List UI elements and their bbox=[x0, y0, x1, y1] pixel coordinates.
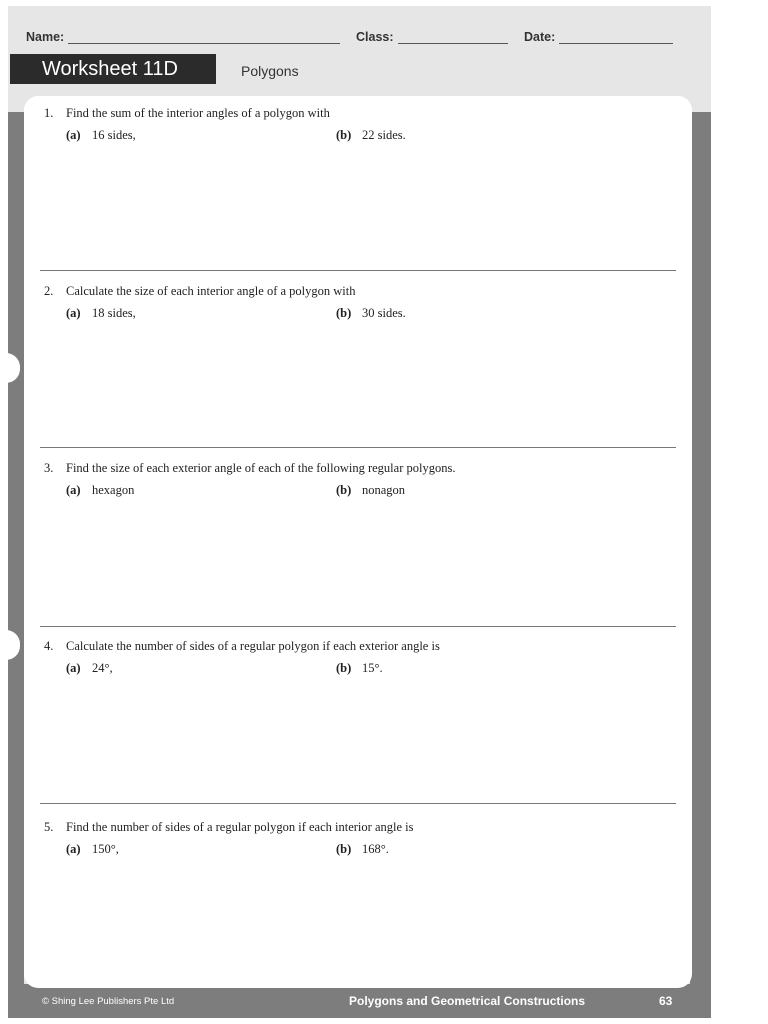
name-field[interactable] bbox=[26, 30, 340, 44]
part-label: (b) bbox=[336, 483, 352, 497]
part-b bbox=[336, 483, 405, 498]
part-label: (a) bbox=[66, 842, 81, 856]
part-text: 24°, bbox=[92, 661, 113, 675]
part-text: 22 sides. bbox=[362, 128, 406, 142]
part-label: (a) bbox=[66, 483, 81, 497]
class-label: Class: bbox=[356, 30, 394, 44]
part-b bbox=[336, 128, 406, 143]
question-text: Find the size of each exterior angle of each of the following regular polygons. bbox=[66, 461, 456, 475]
part-text: 18 sides, bbox=[92, 306, 136, 320]
question-3 bbox=[44, 461, 684, 501]
left-margin-bar bbox=[8, 112, 24, 992]
answer-divider bbox=[40, 447, 676, 448]
part-label: (a) bbox=[66, 661, 81, 675]
date-field[interactable] bbox=[524, 30, 673, 44]
part-label: (b) bbox=[336, 306, 352, 320]
part-label: (a) bbox=[66, 306, 81, 320]
part-b bbox=[336, 842, 389, 857]
question-text: Calculate the number of sides of a regular polygon if each exterior angle is bbox=[66, 639, 440, 653]
part-a bbox=[66, 661, 113, 676]
answer-divider bbox=[40, 626, 676, 627]
part-text: 15°. bbox=[362, 661, 383, 675]
chapter-title: Polygons and Geometrical Constructions bbox=[349, 994, 586, 1008]
right-margin-bar bbox=[690, 112, 711, 992]
part-text: 150°, bbox=[92, 842, 119, 856]
question-number: 1. bbox=[44, 106, 54, 120]
question-number: 4. bbox=[44, 639, 54, 653]
question-2 bbox=[44, 284, 684, 324]
page-number: 63 bbox=[659, 994, 673, 1008]
question-number: 2. bbox=[44, 284, 54, 298]
part-text: nonagon bbox=[362, 483, 406, 497]
question-number: 3. bbox=[44, 461, 54, 475]
part-label: (b) bbox=[336, 128, 352, 142]
date-blank[interactable] bbox=[559, 31, 673, 44]
part-a bbox=[66, 842, 119, 857]
class-blank[interactable] bbox=[398, 31, 508, 44]
question-text: Find the sum of the interior angles of a polygon with bbox=[66, 106, 330, 120]
answer-divider bbox=[40, 803, 676, 804]
question-5 bbox=[44, 820, 684, 860]
student-info-fields bbox=[0, 30, 768, 50]
question-number: 5. bbox=[44, 820, 54, 834]
question-4 bbox=[44, 639, 684, 679]
worksheet-title: Worksheet 11D bbox=[10, 54, 216, 84]
part-a bbox=[66, 483, 134, 498]
copyright-text: © Shing Lee Publishers Pte Ltd bbox=[42, 996, 175, 1007]
part-label: (b) bbox=[336, 661, 352, 675]
name-blank[interactable] bbox=[68, 31, 340, 44]
part-text: 168°. bbox=[362, 842, 389, 856]
question-text: Find the number of sides of a regular polygon if each interior angle is bbox=[66, 820, 414, 834]
question-1 bbox=[44, 106, 684, 146]
part-text: 16 sides, bbox=[92, 128, 136, 142]
part-a bbox=[66, 306, 136, 321]
answer-divider bbox=[40, 270, 676, 271]
part-b bbox=[336, 306, 406, 321]
part-label: (b) bbox=[336, 842, 352, 856]
part-a bbox=[66, 128, 136, 143]
class-field[interactable] bbox=[356, 30, 508, 44]
part-b bbox=[336, 661, 383, 676]
part-label: (a) bbox=[66, 128, 81, 142]
part-text: hexagon bbox=[92, 483, 135, 497]
question-text: Calculate the size of each interior angle of a polygon with bbox=[66, 284, 356, 298]
part-text: 30 sides. bbox=[362, 306, 406, 320]
worksheet-topic: Polygons bbox=[241, 63, 299, 79]
name-label: Name: bbox=[26, 30, 65, 44]
date-label: Date: bbox=[524, 30, 556, 44]
